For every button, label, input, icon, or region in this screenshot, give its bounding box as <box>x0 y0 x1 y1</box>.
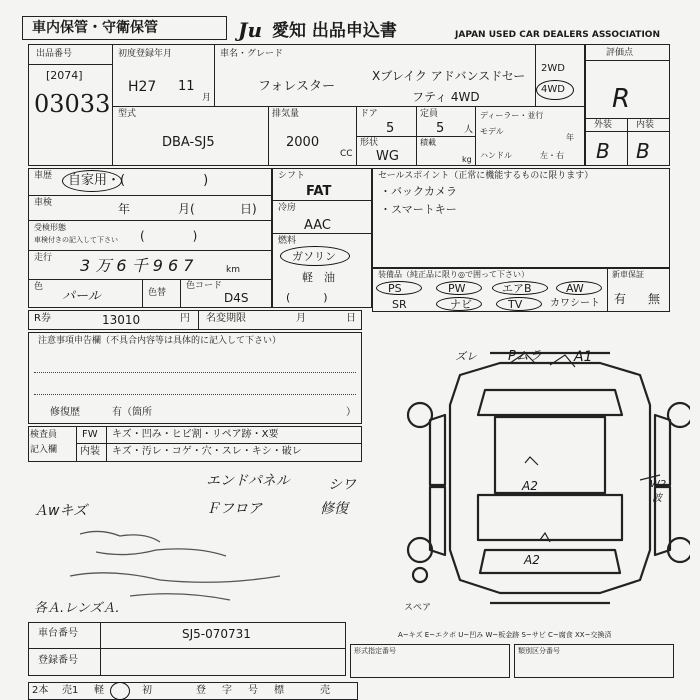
cooler-value: AAC <box>304 218 331 233</box>
color-code-label: 色コード <box>186 281 223 291</box>
new-warranty-label: 新車保証 <box>612 270 644 279</box>
first-reg-year: H27 <box>128 79 157 95</box>
check-fw: FW <box>82 429 98 440</box>
sales-points-label: セールスポイント（正常に機能するものに限ります） <box>378 171 594 181</box>
diagram-note-2: Pムラ <box>508 349 542 364</box>
shift-label: シフト <box>278 171 306 181</box>
model-label: 型式 <box>118 109 137 119</box>
shift-value: FAT <box>306 184 332 199</box>
mileage-unit: km <box>226 265 240 275</box>
header-badge-text: 車内保管・守衛保管 <box>32 20 158 36</box>
recycle-label: R券 <box>34 313 51 324</box>
notes-label: 注意事項申告欄（不具合内容等は具体的に記入して下さい） <box>38 336 282 346</box>
handwritten-note-2: シワ <box>328 477 356 493</box>
bottom-item-3: 初 <box>142 685 152 696</box>
capacity-value: 5 <box>436 121 445 136</box>
diagram-legend: A~キズ E~エクボ U~凹み W~板金跡 S~サビ C~腐食 XX~交換済 <box>398 631 612 639</box>
equip-ps: PS <box>388 282 402 295</box>
equip-airbag: エアB <box>502 282 532 295</box>
repair-history-label: 修復歴 <box>50 407 80 418</box>
inspection-year: 年 <box>118 202 131 216</box>
car-name: フォレスター <box>258 79 335 94</box>
fuel-label: 燃料 <box>278 236 297 246</box>
car-grade-2: フティ 4WD <box>412 90 480 104</box>
diagram-note-3: A1 <box>574 349 593 365</box>
model-number-label: 形式指定番号 <box>354 647 396 655</box>
mileage-label: 走行 <box>34 253 53 263</box>
fuel-diesel: 軽 油 <box>302 271 335 284</box>
equipment-label: 装備品（純正品に限り◎で囲って下さい） <box>378 270 529 279</box>
drive-2wd: 2WD <box>541 63 565 74</box>
usage-value: 自家用・( ) <box>68 173 209 188</box>
equip-leather: カワシート <box>550 298 600 309</box>
association-name: JAPAN USED CAR DEALERS ASSOCIATION <box>455 30 660 40</box>
form-title: 愛知 出品申込書 <box>272 21 397 41</box>
bottom-item-5: 字 <box>222 685 232 696</box>
category-number-label: 類別区分番号 <box>518 647 560 655</box>
exterior-label: 外装 <box>594 120 613 130</box>
color-label: 色 <box>34 282 44 292</box>
ju-logo: Ju <box>238 18 263 42</box>
load-unit: kg <box>462 155 472 164</box>
displacement-label: 排気量 <box>272 109 300 119</box>
dealer-label: ディーラー・並行 <box>480 111 544 120</box>
receipt-sub: 車検付きの記入して下さい <box>34 236 118 244</box>
lot-sub: [2074] <box>46 69 83 82</box>
car-name-label: 車名・グレード <box>220 49 284 59</box>
interior-label: 内装 <box>636 120 655 130</box>
shape-label: 形状 <box>360 138 379 148</box>
diagram-note-1: ズレ <box>455 350 477 363</box>
inspection-label: 車検 <box>34 198 53 208</box>
bottom-item-1: 売1 <box>62 685 79 696</box>
drive-4wd: 4WD <box>541 84 565 95</box>
handle-options: 左・右 <box>540 151 564 160</box>
cooler-label: 冷房 <box>278 203 297 213</box>
inspection-month: 月( <box>178 202 195 216</box>
first-reg-month: 11 <box>178 79 195 94</box>
bottom-item-8: 売 <box>320 685 330 696</box>
recycle-value: 13010 <box>102 313 141 327</box>
model-year-label: モデル <box>480 127 504 136</box>
diagram-note-5: A2 <box>524 553 540 567</box>
color-value: パール <box>62 289 101 304</box>
handle-label: ハンドル <box>480 151 512 160</box>
bottom-item-7: 標 <box>274 685 284 696</box>
check-interior: 内装 <box>80 446 100 457</box>
first-reg-label: 初度登録年月 <box>118 49 173 59</box>
model-value: DBA-SJ5 <box>162 135 215 150</box>
checker-label-1: 検査員 <box>30 430 58 440</box>
load-label: 積載 <box>420 138 436 147</box>
diagram-note-6: W2 <box>650 479 667 490</box>
first-reg-month-unit: 月 <box>202 93 212 103</box>
bottom-circle <box>110 682 130 700</box>
bottom-label: 2本 <box>32 685 49 696</box>
fuel-gasoline: ガソリン <box>292 250 336 263</box>
capacity-unit: 人 <box>464 125 474 135</box>
diagram-note-4: A2 <box>522 479 538 493</box>
color-change-label: 色替 <box>148 288 167 298</box>
doors-value: 5 <box>386 121 395 136</box>
redaction-scribble <box>60 520 360 610</box>
exterior-grade: B <box>596 139 610 163</box>
name-change-day: 日 <box>346 313 356 324</box>
lot-label: 出品番号 <box>36 49 73 59</box>
inspection-day: 日) <box>240 202 257 216</box>
recycle-row <box>28 310 362 330</box>
handwritten-note-3: Ｆフロア <box>206 501 262 517</box>
warranty-no: 無 <box>648 292 661 306</box>
shape-value: WG <box>376 149 399 164</box>
check-ext-codes: キズ・凹み・ヒビ割・リペア跡・X要 <box>112 429 279 440</box>
repair-history-value: 有（箇所 <box>112 407 152 418</box>
sales-point-1: ・バックカメラ <box>380 185 457 198</box>
receipt-label: 受検形態 <box>34 223 66 232</box>
equip-aw: AW <box>566 282 584 295</box>
checker-label-2: 記入欄 <box>30 445 58 455</box>
displacement-value: 2000 <box>286 135 320 150</box>
sales-points-block <box>372 168 670 268</box>
diagram-spare-label: スペア <box>404 603 432 613</box>
handwritten-note-6: 各Ａ.レンズＡ. <box>34 601 120 616</box>
repair-history-close: ） <box>346 407 356 418</box>
bottom-item-2: 軽 <box>94 685 104 696</box>
rating-value: R <box>612 84 631 114</box>
equip-tv: TV <box>508 298 523 311</box>
equip-navi: ナビ <box>450 298 472 311</box>
receipt-value: ( ) <box>140 229 198 243</box>
chassis-label: 車台番号 <box>38 628 78 639</box>
diagram-note-7: 波 <box>652 493 662 504</box>
mileage-value: 3 万 6 千 9 6 7 <box>80 256 194 275</box>
car-damage-diagram <box>400 345 690 610</box>
sales-point-2: ・スマートキー <box>380 203 457 216</box>
name-change-label: 名変期限 <box>206 313 246 324</box>
fuel-other: ( ) <box>286 291 328 304</box>
car-grade-1: Xブレイク アドバンスドセー <box>372 69 526 83</box>
interior-grade: B <box>636 139 650 163</box>
rating-label: 評価点 <box>606 48 634 58</box>
chassis-number: SJ5-070731 <box>182 627 251 641</box>
handwritten-note-5: Ａwキズ <box>34 503 88 519</box>
color-code: D4S <box>224 291 249 305</box>
equip-sr: SR <box>392 298 407 311</box>
displacement-unit: CC <box>340 149 353 159</box>
warranty-yes: 有 <box>614 292 627 306</box>
model-year-unit: 年 <box>566 133 574 142</box>
check-int-codes: キズ・汚レ・コゲ・穴・スレ・キシ・破レ <box>112 446 302 457</box>
recycle-unit: 円 <box>180 313 190 324</box>
usage-label: 車歴 <box>34 171 53 181</box>
equip-pw: PW <box>448 282 466 295</box>
bottom-item-4: 登 <box>196 685 206 696</box>
doors-label: ドア <box>360 109 378 119</box>
lot-number: 03033 <box>34 90 111 118</box>
name-change-month: 月 <box>296 313 306 324</box>
registration-label: 登録番号 <box>38 655 78 666</box>
handwritten-note-1: エンドパネル <box>206 473 290 489</box>
handwritten-note-4: 修復 <box>320 501 348 517</box>
capacity-label: 定員 <box>420 109 439 119</box>
bottom-item-6: 号 <box>248 685 258 696</box>
